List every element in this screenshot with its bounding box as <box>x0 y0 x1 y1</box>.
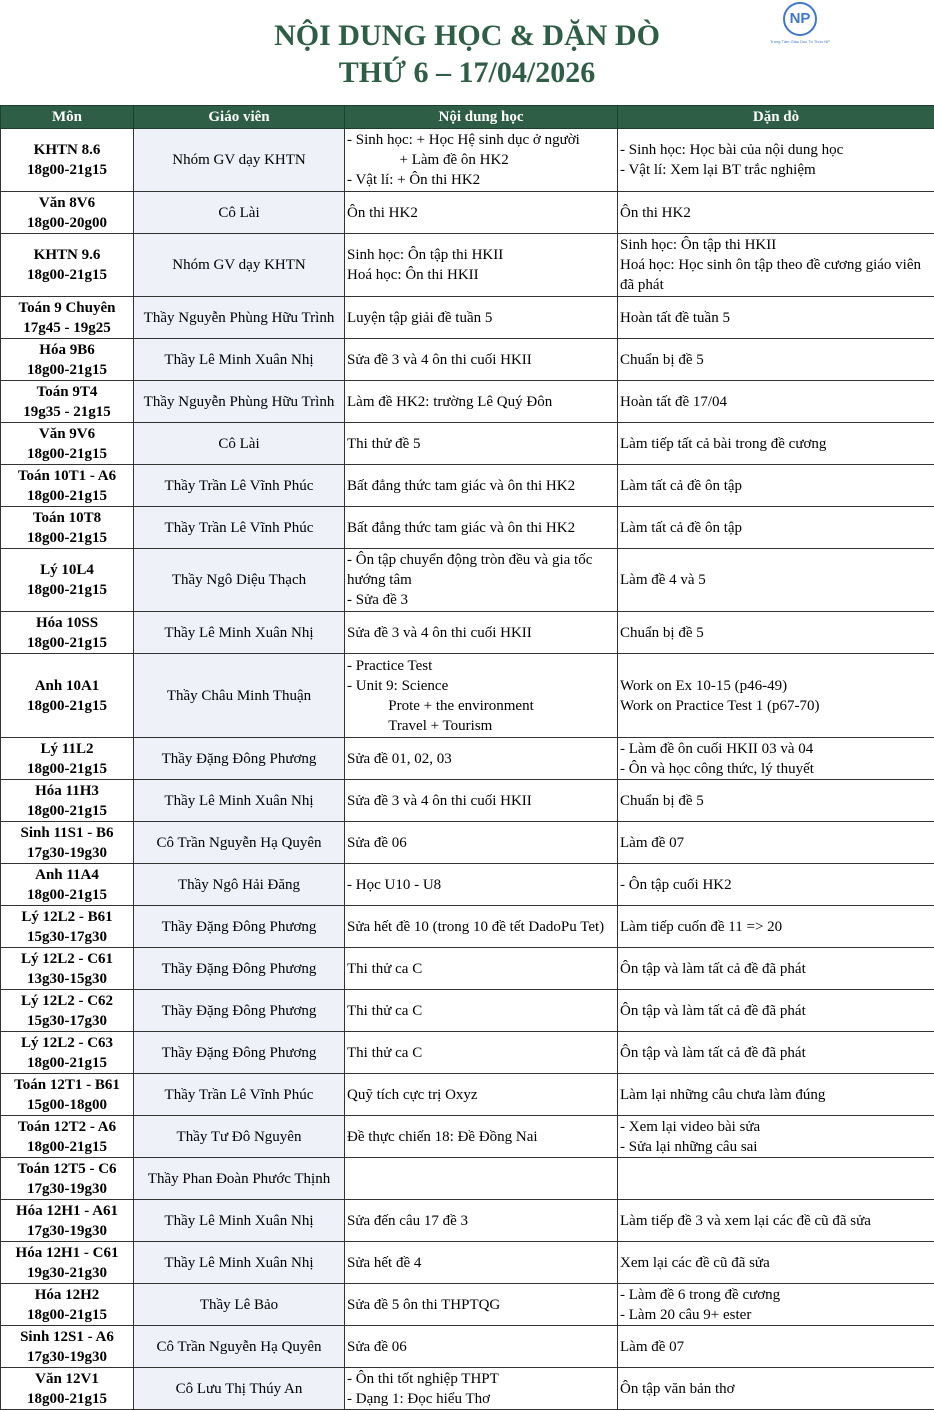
subject-time: 18g00-21g15 <box>3 1053 131 1073</box>
subject-cell <box>1 465 134 507</box>
teacher-cell: Thầy Nguyễn Phùng Hữu Trình <box>134 381 345 423</box>
content-cell <box>345 381 618 423</box>
subject-name: Toán 12T1 - B61 <box>3 1075 131 1095</box>
note-cell <box>618 1074 934 1116</box>
content-line: Sửa đề 3 và 4 ôn thi cuối HKII <box>347 791 615 811</box>
note-cell <box>618 297 934 339</box>
content-cell <box>345 1242 618 1284</box>
note-cell <box>618 1200 934 1242</box>
subject-time: 19g35 - 21g15 <box>3 402 131 422</box>
content-cell <box>345 507 618 549</box>
content-line: Ôn thi HK2 <box>347 203 615 223</box>
content-line: Travel + Tourism <box>347 716 615 736</box>
content-cell <box>345 864 618 906</box>
note-line: Xem lại các đề cũ đã sửa <box>620 1253 932 1273</box>
subject-cell <box>1 507 134 549</box>
content-line: Làm đề HK2: trường Lê Quý Đôn <box>347 392 615 412</box>
subject-cell <box>1 864 134 906</box>
subject-cell <box>1 1284 134 1326</box>
subject-name: Văn 9V6 <box>3 424 131 444</box>
content-line: + Làm đề ôn HK2 <box>347 150 615 170</box>
note-line: Ôn thi HK2 <box>620 203 932 223</box>
teacher-cell: Thầy Đặng Đông Phương <box>134 990 345 1032</box>
subject-time: 13g30-15g30 <box>3 969 131 989</box>
table-row <box>1 1032 934 1074</box>
subject-time: 17g45 - 19g25 <box>3 318 131 338</box>
subject-time: 18g00-21g15 <box>3 801 131 821</box>
teacher-cell: Thầy Lê Bảo <box>134 1284 345 1326</box>
subject-cell <box>1 822 134 864</box>
subject-cell <box>1 780 134 822</box>
content-cell <box>345 822 618 864</box>
subject-cell <box>1 906 134 948</box>
note-cell <box>618 1326 934 1368</box>
note-cell <box>618 864 934 906</box>
note-line: Ôn tập và làm tất cả đề đã phát <box>620 1043 932 1063</box>
table-header-row <box>1 106 934 129</box>
note-line: Sinh học: Ôn tập thi HKII <box>620 235 932 255</box>
content-cell <box>345 906 618 948</box>
table-row <box>1 990 934 1032</box>
content-cell <box>345 192 618 234</box>
subject-name: Lý 12L2 - C63 <box>3 1033 131 1053</box>
table-row <box>1 297 934 339</box>
subject-name: Lý 12L2 - B61 <box>3 907 131 927</box>
table-row <box>1 1284 934 1326</box>
table-row <box>1 612 934 654</box>
teacher-cell: Thầy Ngô Hải Đăng <box>134 864 345 906</box>
page-header <box>0 0 934 105</box>
subject-time: 17g30-19g30 <box>3 1179 131 1199</box>
note-cell <box>618 381 934 423</box>
subject-time: 17g30-19g30 <box>3 1347 131 1367</box>
teacher-cell: Thầy Lê Minh Xuân Nhị <box>134 612 345 654</box>
table-row <box>1 381 934 423</box>
subject-name: Hóa 9B6 <box>3 340 131 360</box>
table-row <box>1 906 934 948</box>
table-row <box>1 1158 934 1200</box>
note-line: - Ôn tập cuối HK2 <box>620 875 932 895</box>
note-line: Chuẩn bị đề 5 <box>620 623 932 643</box>
content-cell <box>345 612 618 654</box>
page-date: THỨ 6 – 17/04/2026 <box>0 55 934 91</box>
table-row <box>1 549 934 612</box>
subject-cell <box>1 549 134 612</box>
note-line: Work on Ex 10-15 (p46-49) <box>620 676 932 696</box>
subject-time: 18g00-21g15 <box>3 696 131 716</box>
subject-cell <box>1 1368 134 1410</box>
table-row <box>1 948 934 990</box>
teacher-cell: Thầy Đặng Đông Phương <box>134 1032 345 1074</box>
subject-cell <box>1 738 134 780</box>
teacher-cell: Thầy Đặng Đông Phương <box>134 738 345 780</box>
subject-time: 18g00-21g15 <box>3 1305 131 1325</box>
content-cell <box>345 780 618 822</box>
teacher-cell: Thầy Đặng Đông Phương <box>134 906 345 948</box>
teacher-cell: Cô Trần Nguyễn Hạ Quyên <box>134 1326 345 1368</box>
teacher-cell: Thầy Lê Minh Xuân Nhị <box>134 780 345 822</box>
subject-name: Toán 10T8 <box>3 508 131 528</box>
note-cell <box>618 612 934 654</box>
subject-name: Lý 12L2 - C62 <box>3 991 131 1011</box>
teacher-cell: Cô Lưu Thị Thúy An <box>134 1368 345 1410</box>
subject-time: 18g00-21g15 <box>3 160 131 180</box>
content-cell <box>345 297 618 339</box>
note-cell <box>618 465 934 507</box>
subject-time: 18g00-21g15 <box>3 759 131 779</box>
content-line: Thi thử ca C <box>347 959 615 979</box>
note-cell <box>618 129 934 192</box>
teacher-cell: Thầy Trần Lê Vĩnh Phúc <box>134 1074 345 1116</box>
content-line: Sửa đề 3 và 4 ôn thi cuối HKII <box>347 623 615 643</box>
subject-time: 18g00-21g15 <box>3 1389 131 1409</box>
note-line: - Xem lại video bài sửa <box>620 1117 932 1137</box>
subject-time: 18g00-21g15 <box>3 580 131 600</box>
content-line: Prote + the environment <box>347 696 615 716</box>
subject-cell <box>1 339 134 381</box>
content-cell <box>345 423 618 465</box>
content-line: - Sửa đề 3 <box>347 590 615 610</box>
note-cell <box>618 780 934 822</box>
note-line: Ôn tập và làm tất cả đề đã phát <box>620 959 932 979</box>
note-cell <box>618 1368 934 1410</box>
table-row <box>1 738 934 780</box>
content-line: Sửa hết đề 4 <box>347 1253 615 1273</box>
subject-time: 18g00-21g15 <box>3 633 131 653</box>
subject-name: Anh 10A1 <box>3 676 131 696</box>
note-cell <box>618 1116 934 1158</box>
column-header-teacher: Giáo viên <box>134 106 345 129</box>
table-row <box>1 234 934 297</box>
subject-time: 18g00-21g15 <box>3 265 131 285</box>
subject-name: Văn 8V6 <box>3 193 131 213</box>
subject-cell <box>1 381 134 423</box>
content-cell <box>345 1116 618 1158</box>
teacher-cell: Thầy Nguyễn Phùng Hữu Trình <box>134 297 345 339</box>
subject-cell <box>1 1200 134 1242</box>
teacher-cell: Thầy Lê Minh Xuân Nhị <box>134 339 345 381</box>
subject-time: 18g00-21g15 <box>3 885 131 905</box>
table-row <box>1 192 934 234</box>
note-line: Làm đề 07 <box>620 833 932 853</box>
subject-cell <box>1 192 134 234</box>
teacher-cell: Cô Trần Nguyễn Hạ Quyên <box>134 822 345 864</box>
note-line: Làm tất cả đề ôn tập <box>620 476 932 496</box>
note-cell <box>618 1242 934 1284</box>
content-cell <box>345 1200 618 1242</box>
content-line: Sửa đề 5 ôn thi THPTQG <box>347 1295 615 1315</box>
content-cell <box>345 990 618 1032</box>
teacher-cell: Nhóm GV dạy KHTN <box>134 234 345 297</box>
note-cell <box>618 1032 934 1074</box>
note-line: - Sinh học: Học bài của nội dung học <box>620 140 932 160</box>
content-cell <box>345 549 618 612</box>
subject-time: 17g30-19g30 <box>3 1221 131 1241</box>
content-line: Sinh học: Ôn tập thi HKII <box>347 245 615 265</box>
subject-name: Toán 9T4 <box>3 382 131 402</box>
note-line: - Vật lí: Xem lại BT trắc nghiệm <box>620 160 932 180</box>
teacher-cell: Thầy Trần Lê Vĩnh Phúc <box>134 465 345 507</box>
center-logo <box>750 0 850 60</box>
note-line: Làm tiếp tất cả bài trong đề cương <box>620 434 932 454</box>
subject-cell <box>1 1326 134 1368</box>
subject-name: Toán 12T2 - A6 <box>3 1117 131 1137</box>
subject-name: Hóa 10SS <box>3 613 131 633</box>
teacher-cell: Thầy Ngô Diệu Thạch <box>134 549 345 612</box>
column-header-subject: Môn <box>1 106 134 129</box>
subject-cell <box>1 129 134 192</box>
content-line: Bất đẳng thức tam giác và ôn thi HK2 <box>347 518 615 538</box>
subject-name: Toán 9 Chuyên <box>3 298 131 318</box>
table-row <box>1 1116 934 1158</box>
subject-name: Hóa 12H2 <box>3 1285 131 1305</box>
content-line: Bất đẳng thức tam giác và ôn thi HK2 <box>347 476 615 496</box>
content-line: Thi thử đề 5 <box>347 434 615 454</box>
content-cell <box>345 339 618 381</box>
note-cell <box>618 822 934 864</box>
note-line: Ôn tập và làm tất cả đề đã phát <box>620 1001 932 1021</box>
content-line: Sửa đề 01, 02, 03 <box>347 749 615 769</box>
note-line: Hoá học: Học sinh ôn tập theo đề cương giáo viên đã phát <box>620 255 932 295</box>
subject-name: Toán 12T5 - C6 <box>3 1159 131 1179</box>
subject-time: 18g00-21g15 <box>3 360 131 380</box>
subject-cell <box>1 612 134 654</box>
subject-name: Hóa 12H1 - C61 <box>3 1243 131 1263</box>
content-line: Sửa đến câu 17 đề 3 <box>347 1211 615 1231</box>
content-cell <box>345 234 618 297</box>
content-cell <box>345 1326 618 1368</box>
subject-cell <box>1 297 134 339</box>
note-cell <box>618 192 934 234</box>
teacher-cell: Thầy Châu Minh Thuận <box>134 654 345 738</box>
table-row <box>1 654 934 738</box>
note-line: Hoàn tất đề tuần 5 <box>620 308 932 328</box>
content-line: Luyện tập giải đề tuần 5 <box>347 308 615 328</box>
subject-cell <box>1 234 134 297</box>
table-row <box>1 507 934 549</box>
note-cell <box>618 948 934 990</box>
note-line: Làm tất cả đề ôn tập <box>620 518 932 538</box>
subject-time: 19g30-21g30 <box>3 1263 131 1283</box>
subject-name: Hóa 11H3 <box>3 781 131 801</box>
logo-mark: NP <box>783 2 817 36</box>
content-line: - Vật lí: + Ôn thi HK2 <box>347 170 615 190</box>
content-line: Đề thực chiến 18: Đề Đồng Nai <box>347 1127 615 1147</box>
note-line: Chuẩn bị đề 5 <box>620 350 932 370</box>
subject-cell <box>1 1074 134 1116</box>
content-cell <box>345 654 618 738</box>
note-cell <box>618 339 934 381</box>
subject-cell <box>1 990 134 1032</box>
subject-cell <box>1 1032 134 1074</box>
content-line: - Ôn thi tốt nghiệp THPT <box>347 1369 615 1389</box>
subject-cell <box>1 423 134 465</box>
subject-cell <box>1 654 134 738</box>
content-line: Thi thử ca C <box>347 1043 615 1063</box>
note-line: - Làm 20 câu 9+ ester <box>620 1305 932 1325</box>
teacher-cell: Thầy Trần Lê Vĩnh Phúc <box>134 507 345 549</box>
content-cell <box>345 129 618 192</box>
content-line: Sửa đề 06 <box>347 1337 615 1357</box>
note-line: Hoàn tất đề 17/04 <box>620 392 932 412</box>
note-cell <box>618 738 934 780</box>
note-cell <box>618 906 934 948</box>
note-line: Làm lại những câu chưa làm đúng <box>620 1085 932 1105</box>
logo-caption: Trung Tâm Giáo Dục Tri Thức NP <box>750 39 850 44</box>
note-line: Ôn tập văn bản thơ <box>620 1379 932 1399</box>
subject-name: Lý 10L4 <box>3 560 131 580</box>
table-row <box>1 339 934 381</box>
table-row <box>1 465 934 507</box>
note-cell <box>618 1158 934 1200</box>
subject-cell <box>1 1116 134 1158</box>
content-cell <box>345 1284 618 1326</box>
note-line: Làm đề 07 <box>620 1337 932 1357</box>
note-cell <box>618 1284 934 1326</box>
note-line: Work on Practice Test 1 (p67-70) <box>620 696 932 716</box>
table-row <box>1 1326 934 1368</box>
content-cell <box>345 1368 618 1410</box>
table-row <box>1 864 934 906</box>
subject-time: 15g30-17g30 <box>3 1011 131 1031</box>
teacher-cell: Thầy Tư Đô Nguyên <box>134 1116 345 1158</box>
subject-time: 17g30-19g30 <box>3 843 131 863</box>
note-line: Làm đề 4 và 5 <box>620 570 932 590</box>
content-cell <box>345 1158 618 1200</box>
note-cell <box>618 423 934 465</box>
content-line: - Ôn tập chuyển động tròn đều và gia tốc hướng tâm <box>347 550 615 590</box>
subject-time: 18g00-21g15 <box>3 444 131 464</box>
content-line: - Học U10 - U8 <box>347 875 615 895</box>
note-cell <box>618 990 934 1032</box>
note-line: Làm tiếp đề 3 và xem lại các đề cũ đã sửa <box>620 1211 932 1231</box>
table-row <box>1 780 934 822</box>
table-row <box>1 822 934 864</box>
subject-cell <box>1 1242 134 1284</box>
table-row <box>1 129 934 192</box>
note-line: - Làm đề 6 trong đề cương <box>620 1285 932 1305</box>
content-cell <box>345 1032 618 1074</box>
note-line: - Sửa lại những câu sai <box>620 1137 932 1157</box>
subject-time: 15g30-17g30 <box>3 927 131 947</box>
subject-name: Toán 10T1 - A6 <box>3 466 131 486</box>
table-row <box>1 1074 934 1116</box>
content-line: Sửa hết đề 10 (trong 10 đề tết DadoPu Tet) <box>347 917 615 937</box>
teacher-cell: Thầy Đặng Đông Phương <box>134 948 345 990</box>
subject-cell <box>1 1158 134 1200</box>
content-line: Thi thử ca C <box>347 1001 615 1021</box>
teacher-cell: Nhóm GV dạy KHTN <box>134 129 345 192</box>
subject-cell <box>1 948 134 990</box>
subject-name: Anh 11A4 <box>3 865 131 885</box>
schedule-table <box>0 105 934 1410</box>
table-row <box>1 1200 934 1242</box>
subject-name: Hóa 12H1 - A61 <box>3 1201 131 1221</box>
content-line: Hoá học: Ôn thi HKII <box>347 265 615 285</box>
subject-time: 18g00-21g15 <box>3 1137 131 1157</box>
teacher-cell: Cô Lài <box>134 192 345 234</box>
note-cell <box>618 234 934 297</box>
note-line: Làm tiếp cuốn đề 11 => 20 <box>620 917 932 937</box>
subject-time: 18g00-21g15 <box>3 486 131 506</box>
teacher-cell: Thầy Lê Minh Xuân Nhị <box>134 1242 345 1284</box>
content-line: - Unit 9: Science <box>347 676 615 696</box>
note-cell <box>618 654 934 738</box>
subject-name: Sinh 11S1 - B6 <box>3 823 131 843</box>
content-line: - Sinh học: + Học Hệ sinh dục ở người <box>347 130 615 150</box>
subject-time: 18g00-21g15 <box>3 528 131 548</box>
page-title: NỘI DUNG HỌC & DẶN DÒ <box>0 18 934 54</box>
note-cell <box>618 549 934 612</box>
column-header-content: Nội dung học <box>345 106 618 129</box>
note-line: - Làm đề ôn cuối HKII 03 và 04 <box>620 739 932 759</box>
teacher-cell: Cô Lài <box>134 423 345 465</box>
table-row <box>1 1368 934 1410</box>
note-line: Chuẩn bị đề 5 <box>620 791 932 811</box>
content-cell <box>345 738 618 780</box>
subject-name: Lý 12L2 - C61 <box>3 949 131 969</box>
content-cell <box>345 948 618 990</box>
note-cell <box>618 507 934 549</box>
table-row <box>1 1242 934 1284</box>
subject-time: 15g00-18g00 <box>3 1095 131 1115</box>
teacher-cell: Thầy Phan Đoàn Phước Thịnh <box>134 1158 345 1200</box>
content-cell <box>345 1074 618 1116</box>
subject-time: 18g00-20g00 <box>3 213 131 233</box>
column-header-notes: Dặn dò <box>618 106 934 129</box>
content-line: - Practice Test <box>347 656 615 676</box>
content-line: Sửa đề 06 <box>347 833 615 853</box>
note-line: - Ôn và học công thức, lý thuyết <box>620 759 932 779</box>
teacher-cell: Thầy Lê Minh Xuân Nhị <box>134 1200 345 1242</box>
subject-name: KHTN 9.6 <box>3 245 131 265</box>
subject-name: Sinh 12S1 - A6 <box>3 1327 131 1347</box>
content-line: Sửa đề 3 và 4 ôn thi cuối HKII <box>347 350 615 370</box>
subject-name: Lý 11L2 <box>3 739 131 759</box>
content-cell <box>345 465 618 507</box>
subject-name: KHTN 8.6 <box>3 140 131 160</box>
content-line: Quỹ tích cực trị Oxyz <box>347 1085 615 1105</box>
content-line: - Dạng 1: Đọc hiểu Thơ <box>347 1389 615 1409</box>
table-row <box>1 423 934 465</box>
subject-name: Văn 12V1 <box>3 1369 131 1389</box>
